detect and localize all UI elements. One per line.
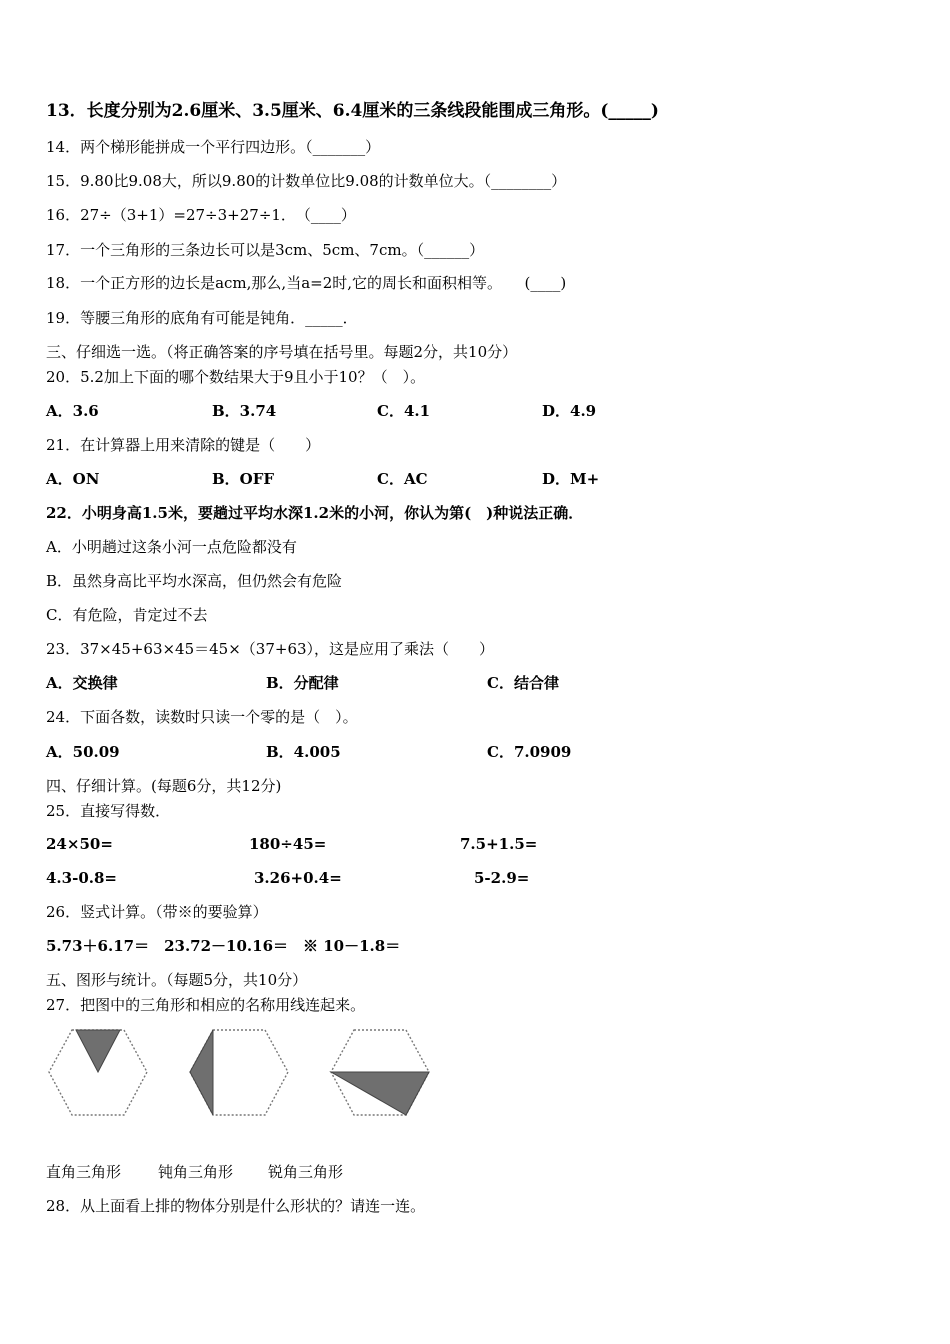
question-17: 17．一个三角形的三条边长可以是3cm、5cm、7cm。（______） <box>46 241 485 259</box>
question-14: 14．两个梯形能拼成一个平行四边形。（_______） <box>46 138 381 156</box>
q21-option-c: C．AC <box>377 470 428 488</box>
q21-option-a: A．ON <box>46 470 100 488</box>
question-18: 18．一个正方形的边长是acm,那么,当a=2时,它的周长和面积相等。 (____) <box>46 274 567 292</box>
question-19: 19．等腰三角形的底角有可能是钝角．_____． <box>46 309 358 327</box>
question-15: 15．9.80比9.08大，所以9.80的计数单位比9.08的计数单位大。（________） <box>46 172 567 190</box>
triangle-label-right: 直角三角形 <box>46 1163 122 1181</box>
question-28: 28．从上面看上排的物体分别是什么形状的？请连一连。 <box>46 1197 426 1215</box>
q24-option-b: B．4.005 <box>266 743 341 761</box>
question-24: 24．下面各数，读数时只读一个零的是（ ）。 <box>46 708 358 726</box>
q20-option-c: C．4.1 <box>377 402 431 420</box>
q21-option-b: B．OFF <box>212 470 275 488</box>
q25-item: 5-2.9= <box>474 869 530 887</box>
question-20: 20．5.2加上下面的哪个数结果大于9且小于10？（ ）。 <box>46 368 426 386</box>
q26-items: 5.73＋6.17＝ 23.72－10.16＝ ※ 10－1.8＝ <box>46 937 401 955</box>
question-22: 22．小明身高1.5米，要趟过平均水深1.2米的小河，你认为第( )种说法正确． <box>46 504 584 522</box>
triangle-label-acute: 锐角三角形 <box>268 1163 344 1181</box>
q25-item: 3.26+0.4= <box>254 869 342 887</box>
q20-option-a: A．3.6 <box>46 402 99 420</box>
question-21: 21．在计算器上用来清除的键是（ ） <box>46 436 321 454</box>
question-27: 27．把图中的三角形和相应的名称用线连起来。 <box>46 996 366 1014</box>
hexagon-figure-2 <box>188 1028 290 1118</box>
section-3-heading: 三、仔细选一选。（将正确答案的序号填在括号里。每题2分，共10分） <box>46 343 518 361</box>
q25-item: 24×50= <box>46 835 113 853</box>
q23-option-b: B．分配律 <box>266 674 339 692</box>
q23-option-c: C．结合律 <box>487 674 559 692</box>
q22-option-c: C．有危险，肯定过不去 <box>46 606 208 624</box>
question-13: 13．长度分别为2.6厘米、3.5厘米、6.4厘米的三条线段能围成三角形。(_____) <box>46 101 659 121</box>
q20-option-b: B．3.74 <box>212 402 277 420</box>
q21-option-d: D．M+ <box>542 470 600 488</box>
q20-option-d: D．4.9 <box>542 402 597 420</box>
q24-option-a: A．50.09 <box>46 743 120 761</box>
hexagon-figure-1 <box>47 1028 149 1118</box>
section-5-heading: 五、图形与统计。（每题5分，共10分） <box>46 971 308 989</box>
q23-option-a: A．交换律 <box>46 674 118 692</box>
question-25: 25．直接写得数． <box>46 802 171 820</box>
question-16: 16．27÷（3+1）=27÷3+27÷1． （____） <box>46 206 356 224</box>
q25-item: 4.3-0.8= <box>46 869 117 887</box>
section-4-heading: 四、仔细计算。(每题6分，共12分) <box>46 777 282 795</box>
q25-item: 7.5+1.5= <box>460 835 538 853</box>
q22-option-b: B．虽然身高比平均水深高，但仍然会有危险 <box>46 572 343 590</box>
triangle-label-obtuse: 钝角三角形 <box>158 1163 234 1181</box>
right-triangle-shape <box>190 1030 213 1115</box>
question-26: 26．竖式计算。（带※的要验算） <box>46 903 268 921</box>
question-23: 23．37×45+63×45＝45×（37+63），这是应用了乘法（ ） <box>46 640 495 658</box>
q25-item: 180÷45= <box>249 835 327 853</box>
hexagon-figure-3 <box>329 1028 431 1118</box>
q22-option-a: A．小明趟过这条小河一点危险都没有 <box>46 538 297 556</box>
q24-option-c: C．7.0909 <box>487 743 572 761</box>
